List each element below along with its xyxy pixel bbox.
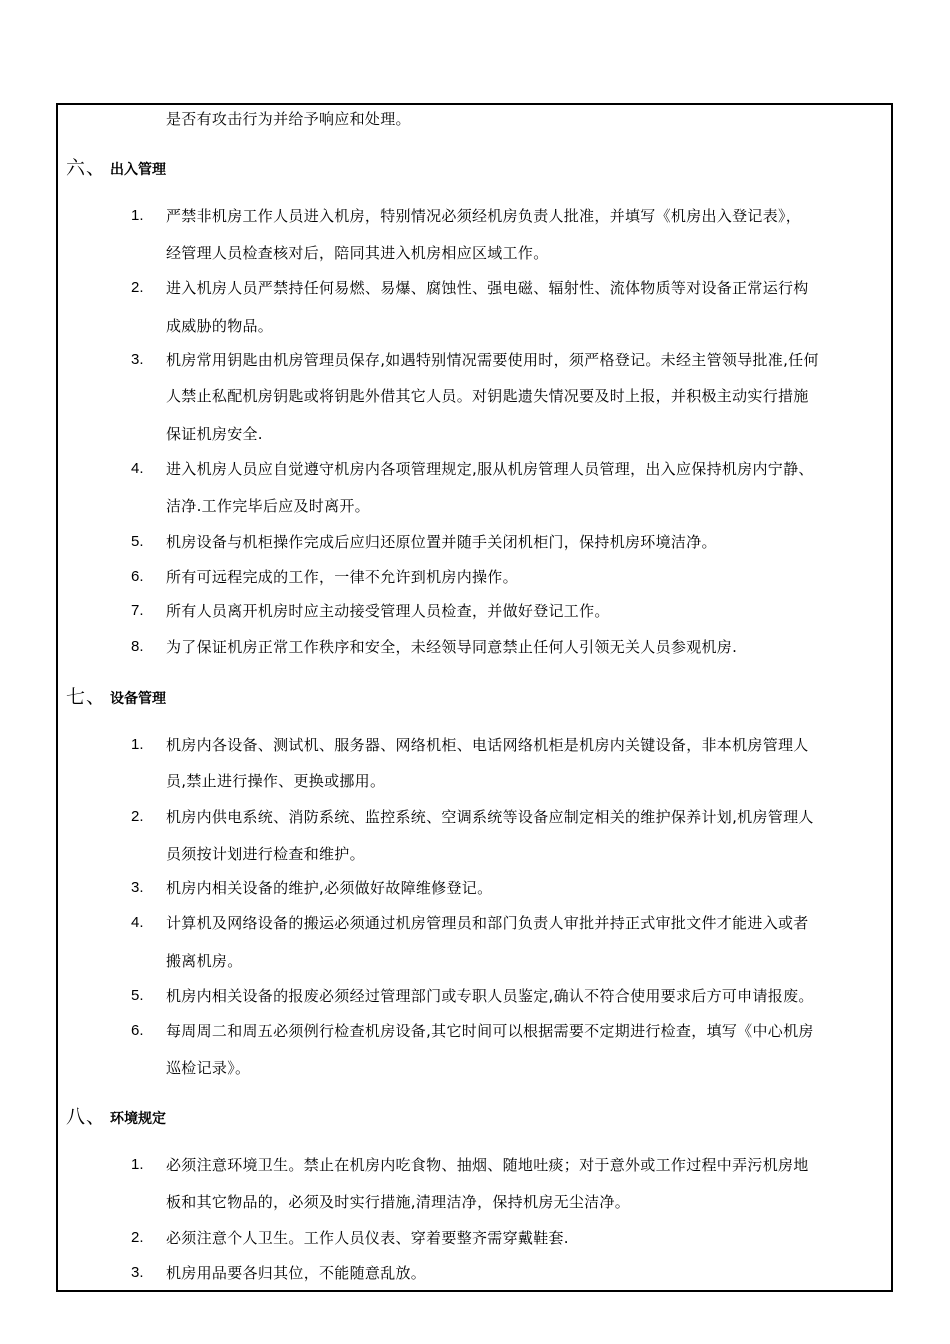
item-text-line: 员,禁止进行操作、更换或挪用。 <box>166 772 386 790</box>
item-text-line: 搬离机房。 <box>166 952 243 970</box>
item-number: 3. <box>131 879 144 896</box>
section-number: 八、 <box>66 1106 107 1128</box>
item-text-line: 计算机及网络设备的搬运必须通过机房管理员和部门负责人审批并持正式审批文件才能进入或者 <box>166 914 809 932</box>
item-text-line: 严禁非机房工作人员进入机房，特别情况必须经机房负责人批准，并填写《机房出入登记表》， <box>166 207 802 225</box>
item-number: 6. <box>131 568 144 585</box>
item-text-line: 巡检记录》。 <box>166 1059 251 1077</box>
item-text-line: 必须注意环境卫生。禁止在机房内吃食物、抽烟、随地吐痰；对于意外或工作过程中弄污机房地 <box>166 1156 809 1174</box>
section-heading <box>66 1105 166 1131</box>
item-text-line: 每周周二和周五必须例行检查机房设备,其它时间可以根据需要不定期进行检查，填写《中心机房 <box>166 1022 814 1040</box>
item-text-line: 成威胁的物品。 <box>166 317 274 335</box>
item-number: 5. <box>131 987 144 1004</box>
item-number: 2. <box>131 279 144 296</box>
item-text-line: 为了保证机房正常工作秩序和安全，未经领导同意禁止任何人引领无关人员参观机房. <box>166 638 738 656</box>
item-text-line: 机房内供电系统、消防系统、监控系统、空调系统等设备应制定相关的维护保养计划,机房管理人 <box>166 808 814 826</box>
item-text-line: 人禁止私配机房钥匙或将钥匙外借其它人员。对钥匙遗失情况要及时上报，并积极主动实行措施 <box>166 387 809 405</box>
item-text-line: 进入机房人员应自觉遵守机房内各项管理规定,服从机房管理人员管理，出入应保持机房内宁静、 <box>166 460 814 478</box>
intro-text: 是否有攻击行为并给予响应和处理。 <box>166 110 411 128</box>
item-number: 7. <box>131 602 144 619</box>
item-text-line: 洁净.工作完毕后应及时离开。 <box>166 497 370 515</box>
item-text-line: 机房内各设备、测试机、服务器、网络机柜、电话网络机柜是机房内关键设备，非本机房管理人 <box>166 736 809 754</box>
item-text-line: 板和其它物品的，必须及时实行措施,清理洁净，保持机房无尘洁净。 <box>166 1193 631 1211</box>
item-number: 5. <box>131 533 144 550</box>
item-number: 6. <box>131 1022 144 1039</box>
item-number: 8. <box>131 638 144 655</box>
item-number: 4. <box>131 914 144 931</box>
item-text-line: 机房用品要各归其位，不能随意乱放。 <box>166 1264 427 1282</box>
item-text-line: 机房内相关设备的维护,必须做好故障维修登记。 <box>166 879 493 897</box>
section-heading <box>66 156 166 182</box>
section-title: 设备管理 <box>110 691 167 707</box>
item-number: 3. <box>131 1264 144 1281</box>
item-number: 3. <box>131 351 144 368</box>
item-text-line: 所有人员离开机房时应主动接受管理人员检查，并做好登记工作。 <box>166 602 610 620</box>
item-text-line: 经管理人员检查核对后，陪同其进入机房相应区域工作。 <box>166 244 549 262</box>
item-text-line: 机房设备与机柜操作完成后应归还原位置并随手关闭机柜门，保持机房环境洁净。 <box>166 533 717 551</box>
section-heading <box>66 685 166 711</box>
item-text-line: 必须注意个人卫生。工作人员仪表、穿着要整齐需穿戴鞋套. <box>166 1229 569 1247</box>
item-text-line: 进入机房人员严禁持任何易燃、易爆、腐蚀性、强电磁、辐射性、流体物质等对设备正常运行构 <box>166 279 809 297</box>
item-number: 4. <box>131 460 144 477</box>
item-text-line: 保证机房安全. <box>166 425 263 443</box>
item-number: 2. <box>131 1229 144 1246</box>
section-number: 七、 <box>66 686 107 708</box>
section-title: 出入管理 <box>110 162 167 178</box>
item-text-line: 员须按计划进行检查和维护。 <box>166 845 365 863</box>
item-text-line: 机房常用钥匙由机房管理员保存,如遇特别情况需要使用时，须严格登记。未经主管领导批准,任何 <box>166 351 819 369</box>
item-number: 1. <box>131 736 144 753</box>
section-number: 六、 <box>66 157 107 179</box>
item-number: 2. <box>131 808 144 825</box>
item-text-line: 机房内相关设备的报废必须经过管理部门或专职人员鉴定,确认不符合使用要求后方可申请报废。 <box>166 987 814 1005</box>
item-text-line: 所有可远程完成的工作，一律不允许到机房内操作。 <box>166 568 518 586</box>
section-title: 环境规定 <box>110 1111 167 1127</box>
item-number: 1. <box>131 207 144 224</box>
item-number: 1. <box>131 1156 144 1173</box>
